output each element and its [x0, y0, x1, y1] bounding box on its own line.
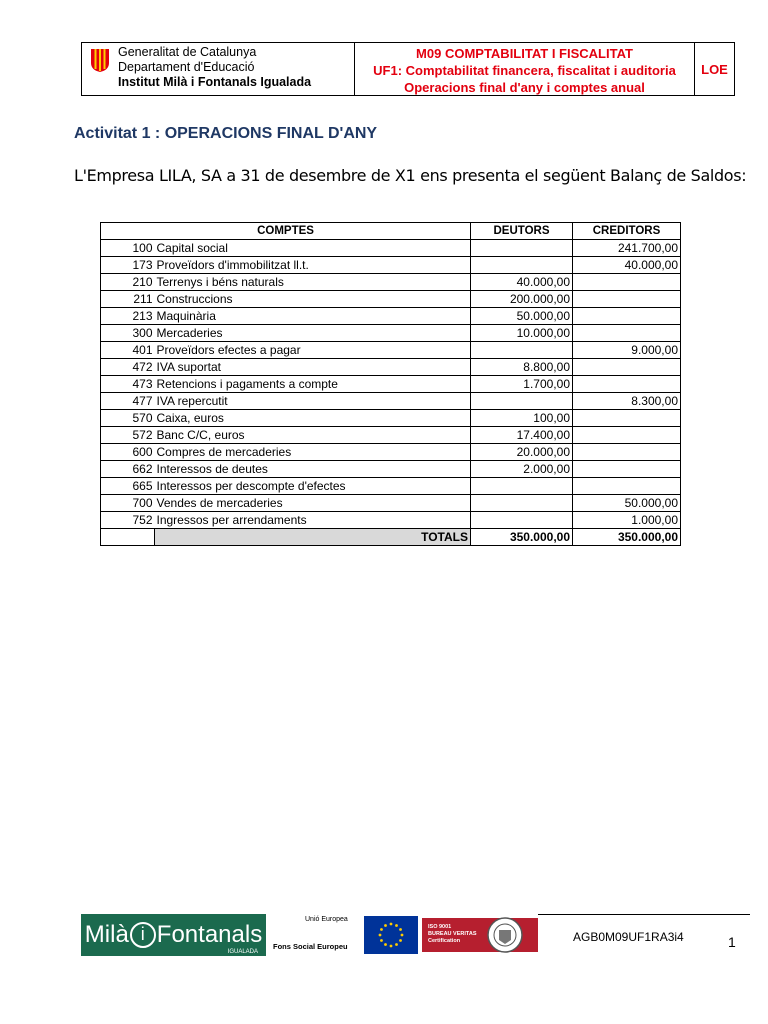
account-name: Interessos per descompte d'efectes [155, 478, 471, 495]
credit-value: 1.000,00 [573, 512, 681, 529]
generalitat-crest-icon [89, 47, 111, 73]
eu-star-icon [384, 924, 387, 927]
credit-value: 50.000,00 [573, 495, 681, 512]
eu-star-icon [395, 943, 398, 946]
table-row [101, 444, 681, 461]
account-name: IVA repercutit [155, 393, 471, 410]
eu-star-icon [390, 945, 393, 948]
header-deutors: DEUTORS [471, 223, 573, 240]
iso-text [428, 924, 477, 945]
debit-value: 20.000,00 [471, 444, 573, 461]
intro-text: L'Empresa LILA, SA a 31 de desembre de X1 ens presenta el següent Balanç de Saldos: [74, 166, 747, 185]
eu-star-icon [380, 939, 383, 942]
course-line-2: UF1: Comptabilitat financera, fiscalitat i auditoria [373, 63, 676, 78]
debit-value: 8.800,00 [471, 359, 573, 376]
eu-star-icon [384, 943, 387, 946]
totals-label: TOTALS [155, 529, 471, 546]
table-row [101, 240, 681, 257]
table-row [101, 342, 681, 359]
account-name: Terrenys i béns naturals [155, 274, 471, 291]
account-code: 572 [101, 427, 155, 444]
iso-line-3: Certification [428, 938, 461, 944]
account-name: Ingressos per arrendaments [155, 512, 471, 529]
table-row [101, 427, 681, 444]
document-code: AGB0M09UF1RA3i4 [573, 930, 684, 944]
credit-value [573, 376, 681, 393]
law-label: LOE [701, 61, 728, 77]
account-code: 173 [101, 257, 155, 274]
bureau-veritas-seal-icon [486, 916, 524, 954]
credit-value [573, 291, 681, 308]
account-code: 401 [101, 342, 155, 359]
debit-value: 40.000,00 [471, 274, 573, 291]
account-name: Capital social [155, 240, 471, 257]
account-code: 570 [101, 410, 155, 427]
debit-value: 200.000,00 [471, 291, 573, 308]
table-row [101, 410, 681, 427]
account-code: 211 [101, 291, 155, 308]
credit-value [573, 308, 681, 325]
debit-value [471, 393, 573, 410]
account-name: Caixa, euros [155, 410, 471, 427]
eu-star-icon [399, 939, 402, 942]
table-row [101, 359, 681, 376]
credit-value [573, 444, 681, 461]
debit-value [471, 495, 573, 512]
page-number: 1 [728, 934, 736, 950]
credit-value [573, 359, 681, 376]
credit-value [573, 410, 681, 427]
totals-debit: 350.000,00 [471, 529, 573, 546]
logo-part-2: Fontanals [156, 921, 263, 948]
debit-value: 1.700,00 [471, 376, 573, 393]
account-code: 100 [101, 240, 155, 257]
account-name: Construccions [155, 291, 471, 308]
credit-value: 241.700,00 [573, 240, 681, 257]
debit-value [471, 240, 573, 257]
activity-title: Activitat 1 : OPERACIONS FINAL D'ANY [74, 125, 378, 142]
debit-value: 100,00 [471, 410, 573, 427]
account-code: 472 [101, 359, 155, 376]
logo-subtext: IGUALADA [227, 949, 258, 955]
account-name: Mercaderies [155, 325, 471, 342]
account-code: 210 [101, 274, 155, 291]
account-code: 600 [101, 444, 155, 461]
account-code: 300 [101, 325, 155, 342]
credit-value [573, 478, 681, 495]
table-row [101, 461, 681, 478]
totals-row [101, 529, 681, 546]
credit-value: 40.000,00 [573, 257, 681, 274]
credit-value [573, 427, 681, 444]
balance-table [100, 222, 681, 546]
debit-value [471, 478, 573, 495]
eu-star-icon [379, 934, 382, 937]
course-cell [355, 43, 695, 95]
course-line-3: Operacions final d'any i comptes anual [404, 80, 645, 95]
credit-value [573, 274, 681, 291]
table-row [101, 291, 681, 308]
table-row [101, 376, 681, 393]
credit-value: 8.300,00 [573, 393, 681, 410]
account-name: IVA suportat [155, 359, 471, 376]
account-name: Interessos de deutes [155, 461, 471, 478]
table-row [101, 495, 681, 512]
account-name: Retencions i pagaments a compte [155, 376, 471, 393]
account-code: 473 [101, 376, 155, 393]
account-name: Compres de mercaderies [155, 444, 471, 461]
account-name: Proveïdors efectes a pagar [155, 342, 471, 359]
totals-blank [101, 529, 155, 546]
table-row [101, 478, 681, 495]
debit-value [471, 512, 573, 529]
org-line-2: Departament d'Educació [118, 60, 255, 74]
table-row [101, 257, 681, 274]
debit-value [471, 342, 573, 359]
debit-value: 2.000,00 [471, 461, 573, 478]
debit-value: 17.400,00 [471, 427, 573, 444]
table-row [101, 274, 681, 291]
eu-label: Unió Europea [305, 916, 348, 923]
account-name: Vendes de mercaderies [155, 495, 471, 512]
institution-cell [82, 43, 355, 95]
institution-lines [118, 45, 311, 90]
law-cell [695, 43, 734, 95]
credit-value [573, 461, 681, 478]
account-name: Maquinària [155, 308, 471, 325]
logo-i-circle: i [130, 922, 156, 948]
logo-part-1: Milà [84, 921, 129, 948]
account-code: 752 [101, 512, 155, 529]
totals-credit: 350.000,00 [573, 529, 681, 546]
table-row [101, 393, 681, 410]
credit-value: 9.000,00 [573, 342, 681, 359]
account-code: 662 [101, 461, 155, 478]
iso-line-1: ISO 9001 [428, 924, 452, 930]
debit-value: 10.000,00 [471, 325, 573, 342]
account-name: Banc C/C, euros [155, 427, 471, 444]
header-comptes: COMPTES [101, 223, 471, 240]
account-code: 477 [101, 393, 155, 410]
account-name: Proveïdors d'immobilitzat ll.t. [155, 257, 471, 274]
eu-star-icon [401, 934, 404, 937]
table-row [101, 512, 681, 529]
document-header [81, 42, 735, 96]
org-line-1: Generalitat de Catalunya [118, 45, 257, 59]
debit-value [471, 257, 573, 274]
course-line-1: M09 COMPTABILITAT I FISCALITAT [416, 46, 633, 61]
table-row [101, 325, 681, 342]
debit-value: 50.000,00 [471, 308, 573, 325]
account-code: 665 [101, 478, 155, 495]
mila-fontanals-logo [81, 914, 266, 956]
table-row [101, 308, 681, 325]
iso-line-2: BUREAU VERITAS [428, 931, 477, 937]
iso-certification-badge [422, 918, 538, 952]
table-header-row [101, 223, 681, 240]
credit-value [573, 325, 681, 342]
eu-star-icon [395, 924, 398, 927]
header-creditors: CREDITORS [573, 223, 681, 240]
eu-flag-icon [364, 916, 418, 954]
fse-label: Fons Social Europeu [273, 942, 348, 951]
org-line-3: Institut Milà i Fontanals Igualada [118, 75, 312, 89]
eu-star-icon [399, 928, 402, 931]
footer-rule [538, 914, 750, 915]
account-code: 213 [101, 308, 155, 325]
eu-star-icon [380, 928, 383, 931]
eu-star-icon [390, 923, 393, 926]
account-code: 700 [101, 495, 155, 512]
